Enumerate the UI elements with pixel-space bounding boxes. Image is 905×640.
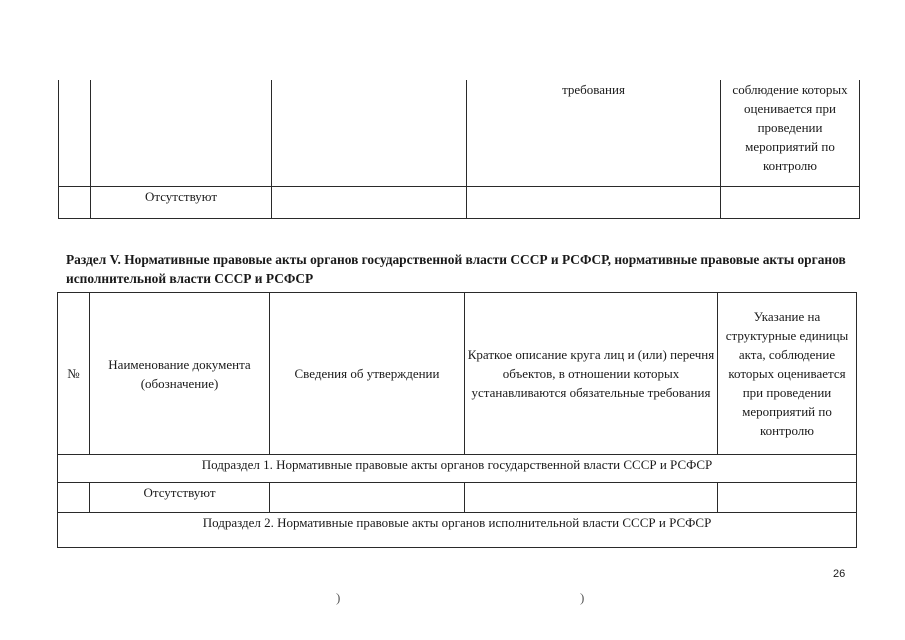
- table-cell: [59, 186, 91, 218]
- header-cell-structural-units: Указание на структурные единицы акта, соблюдение которых оценивается при проведении мероприятий по контролю: [718, 293, 857, 455]
- table-cell: [465, 483, 718, 513]
- table-cell: [58, 483, 90, 513]
- header-cell-description: Краткое описание круга лиц и (или) перечня объектов, в отношении которых устанавливаются обязательные требования: [465, 293, 718, 455]
- table-row: [59, 186, 860, 218]
- subsection-row: [58, 513, 857, 548]
- table-cell: Отсутствуют: [90, 483, 270, 513]
- header-cell-number: №: [58, 293, 90, 455]
- table-cell: [718, 483, 857, 513]
- legal-acts-table: [57, 292, 857, 548]
- table-header-row: [58, 293, 857, 455]
- table-row: [58, 483, 857, 513]
- table-cell: [467, 186, 721, 218]
- page-number: 26: [833, 568, 846, 580]
- table-cell: соблюдение которых оценивается при проведении мероприятий по контролю: [721, 80, 860, 186]
- subsection-row: [58, 455, 857, 483]
- scan-mark: ): [336, 590, 341, 605]
- section-title: Раздел V. Нормативные правовые акты органов государственной власти СССР и РСФСР, нормативные правовые акты органов исполнительной власти СССР и РСФСР: [66, 252, 846, 286]
- table-cell: [91, 80, 272, 186]
- table-cell: [272, 186, 467, 218]
- continuation-table: [58, 80, 860, 219]
- table-cell: Отсутствуют: [91, 186, 272, 218]
- header-cell-name: Наименование документа (обозначение): [90, 293, 270, 455]
- scan-mark: ): [580, 590, 585, 605]
- table-row: [59, 80, 860, 186]
- table-cell: [272, 80, 467, 186]
- table-cell: [59, 80, 91, 186]
- table-cell: требования: [467, 80, 721, 186]
- header-cell-approval: Сведения об утверждении: [270, 293, 465, 455]
- table-cell: [270, 483, 465, 513]
- subsection-1-title: Подраздел 1. Нормативные правовые акты органов государственной власти СССР и РСФСР: [58, 455, 857, 483]
- subsection-2-title: Подраздел 2. Нормативные правовые акты органов исполнительной власти СССР и РСФСР: [58, 513, 857, 548]
- table-cell: [721, 186, 860, 218]
